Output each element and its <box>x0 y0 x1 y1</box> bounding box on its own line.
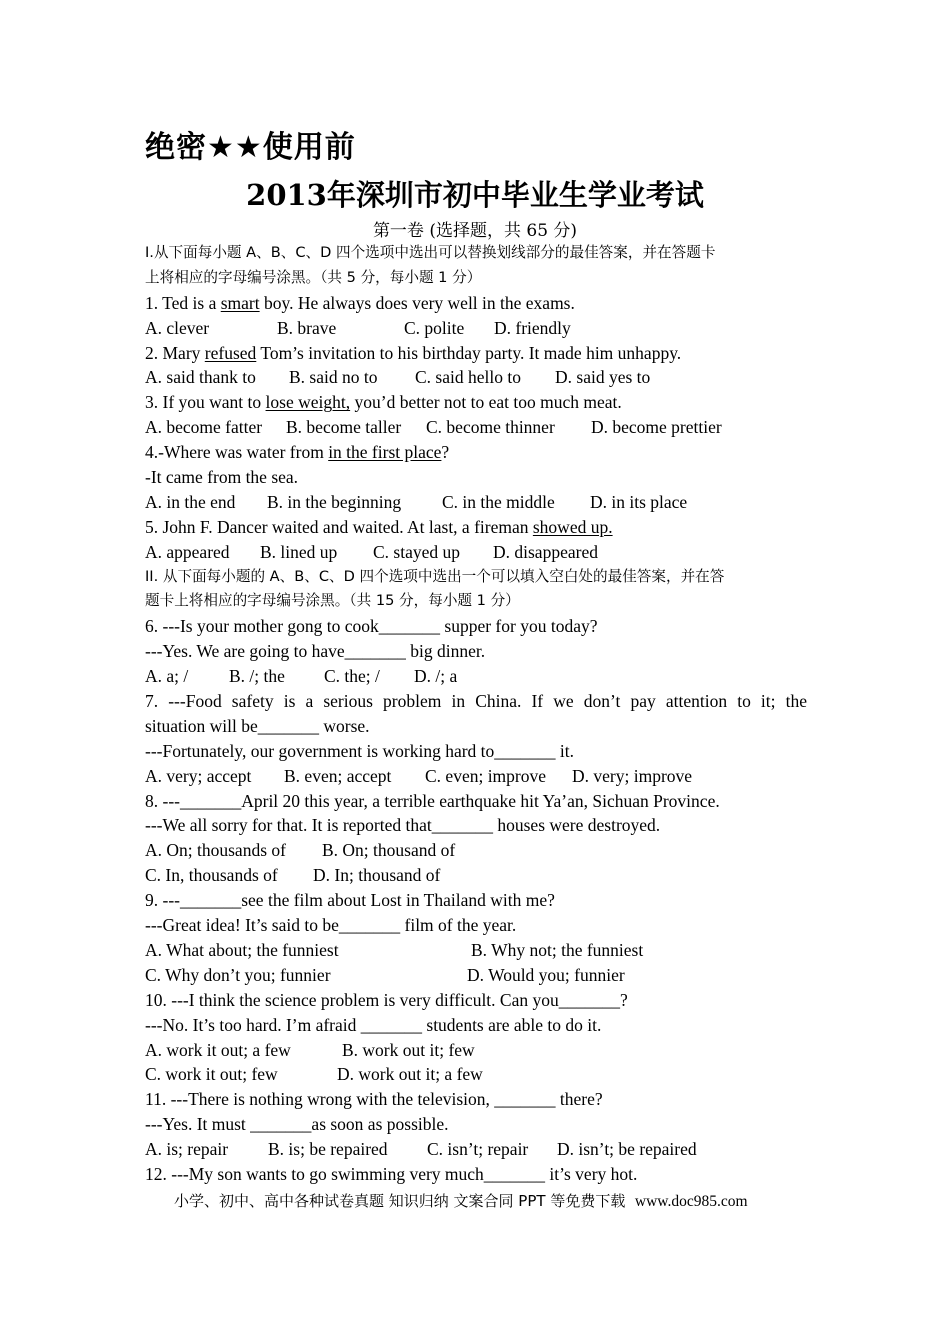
option-a: A. in the end <box>145 491 236 512</box>
question-7: 7. ---Food safety is a serious problem in China. If we don’t pay attention to it; the <box>145 691 807 712</box>
option-d: D. said yes to <box>555 367 651 388</box>
option-a: A. work it out; a few <box>145 1039 291 1060</box>
option-b: B. On; thousand of <box>322 840 456 861</box>
question-2: 2. Mary refused Tom’s invitation to his birthday party. It made him unhappy. <box>145 342 682 363</box>
section1-instruction: I.从下面每小题 A、B、C、D 四个选项中选出可以替换划线部分的最佳答案，并在答题卡 <box>145 244 716 261</box>
option-b: B. Why not; the funniest <box>471 939 644 960</box>
option-d: D. disappeared <box>493 541 598 562</box>
option-c: C. polite <box>404 317 465 338</box>
option-a: A. is; repair <box>145 1139 229 1160</box>
option-d: D. work out it; a few <box>337 1064 483 1085</box>
option-a: A. become fatter <box>145 417 263 438</box>
question-3-options <box>145 415 807 440</box>
option-c: C. said hello to <box>415 367 521 388</box>
question-10-options-cd <box>145 1062 807 1087</box>
option-b: B. brave <box>277 317 337 338</box>
option-a: A. On; thousands of <box>145 840 286 861</box>
option-d: D. very; improve <box>572 765 693 786</box>
section1-instruction-cont: 上将相应的字母编号涂黑。（共 5 分，每小题 1 分） <box>145 268 482 286</box>
question-7-options <box>145 764 807 789</box>
option-a: A. a; / <box>145 666 189 687</box>
page-footer <box>174 1190 748 1211</box>
question-6: 6. ---Is your mother gong to cook_______ supper for you today? <box>145 616 598 637</box>
option-a: A. clever <box>145 317 210 338</box>
question-1: 1. Ted is a smart boy. He always does very well in the exams. <box>145 292 575 313</box>
option-c: C. In, thousands of <box>145 865 278 886</box>
option-c: C. isn’t; repair <box>427 1139 529 1160</box>
question-5: 5. John F. Dancer waited and waited. At last, a fireman showed up. <box>145 516 613 537</box>
section2-instruction-cont: 题卡上将相应的字母编号涂黑。（共 15 分，每小题 1 分） <box>145 592 520 610</box>
option-b: B. /; the <box>229 666 285 687</box>
question-11: 11. ---There is nothing wrong with the television, _______ there? <box>145 1089 603 1110</box>
option-c: C. even; improve <box>425 765 547 786</box>
option-a: A. very; accept <box>145 765 252 786</box>
question-12: 12. ---My son wants to go swimming very much_______ it’s very hot. <box>145 1163 638 1184</box>
option-a: A. said thank to <box>145 367 256 388</box>
option-a: A. What about; the funniest <box>145 939 339 960</box>
option-c: C. work it out; few <box>145 1064 278 1085</box>
option-d: D. In; thousand of <box>313 865 441 886</box>
option-d: D. friendly <box>494 317 571 338</box>
question-9-options-ab <box>145 938 807 963</box>
option-d: D. become prettier <box>591 417 722 438</box>
question-10: 10. ---I think the science problem is very difficult. Can you_______? <box>145 989 628 1010</box>
question-4-options <box>145 490 807 515</box>
option-d: D. isn’t; be repaired <box>557 1139 697 1160</box>
question-7-reply: ---Fortunately, our government is working hard to_______ it. <box>145 740 574 761</box>
footer-text: 小学、初中、高中各种试卷真题 知识归纳 文案合同 PPT 等免费下载 <box>174 1192 626 1210</box>
option-b: B. work out it; few <box>342 1039 475 1060</box>
section2-instruction: II. 从下面每小题的 A、B、C、D 四个选项中选出一个可以填入空白处的最佳答案，并在答 <box>145 567 725 585</box>
question-10-options-ab <box>145 1038 807 1063</box>
option-d: D. Would you; funnier <box>467 964 625 985</box>
question-8: 8. ---_______April 20 this year, a terrible earthquake hit Ya’an, Sichuan Province. <box>145 790 720 811</box>
question-8-options-ab <box>145 838 807 863</box>
option-b: B. lined up <box>260 541 338 562</box>
underlined-term: smart <box>220 292 260 313</box>
question-11-reply: ---Yes. It must _______as soon as possible. <box>145 1114 449 1135</box>
option-c: C. stayed up <box>373 541 461 562</box>
question-6-reply: ---Yes. We are going to have_______ big dinner. <box>145 641 486 662</box>
question-11-options <box>145 1137 807 1162</box>
question-8-options-cd <box>145 863 807 888</box>
question-4-reply: -It came from the sea. <box>145 467 299 488</box>
option-b: B. become taller <box>286 417 402 438</box>
part-subtitle: 第一卷 (选择题，共 65 分) <box>372 221 578 241</box>
question-7-cont: situation will be_______ worse. <box>145 715 370 736</box>
question-1-options <box>145 316 807 341</box>
exam-content <box>145 241 807 1187</box>
question-6-options <box>145 664 807 689</box>
underlined-term: showed up. <box>532 516 613 537</box>
option-c: C. become thinner <box>426 417 555 438</box>
question-9-options-cd <box>145 963 807 988</box>
option-c: C. in the middle <box>442 491 555 512</box>
question-9-reply: ---Great idea! It’s said to be_______ film of the year. <box>145 915 517 936</box>
option-c: C. the; / <box>324 666 380 687</box>
question-8-reply: ---We all sorry for that. It is reported that_______ houses were destroyed. <box>145 815 661 836</box>
option-b: B. even; accept <box>284 765 392 786</box>
confidential-label: 绝密★★使用前 <box>145 130 356 165</box>
option-b: B. in the beginning <box>267 491 402 512</box>
page-title: 2013年深圳市初中毕业生学业考试 <box>246 178 704 212</box>
option-a: A. appeared <box>145 541 230 562</box>
underlined-term: in the first place <box>328 442 442 463</box>
underlined-term: lose weight, <box>265 392 351 413</box>
footer-link[interactable]: www.doc985.com <box>634 1193 748 1210</box>
option-c: C. Why don’t you; funnier <box>145 964 331 985</box>
question-2-options <box>145 365 807 390</box>
option-d: D. in its place <box>590 491 688 512</box>
question-3: 3. If you want to lose weight, you’d better not to eat too much meat. <box>145 392 622 413</box>
option-b: B. said no to <box>289 367 378 388</box>
question-5-options <box>145 540 807 565</box>
question-10-reply: ---No. It’s too hard. I’m afraid _______ students are able to do it. <box>145 1014 602 1035</box>
underlined-term: refused <box>204 342 257 363</box>
option-d: D. /; a <box>414 666 458 687</box>
question-4: 4.-Where was water from in the first place? <box>145 442 450 463</box>
question-9: 9. ---_______see the film about Lost in Thailand with me? <box>145 890 555 911</box>
option-b: B. is; be repaired <box>268 1139 388 1160</box>
